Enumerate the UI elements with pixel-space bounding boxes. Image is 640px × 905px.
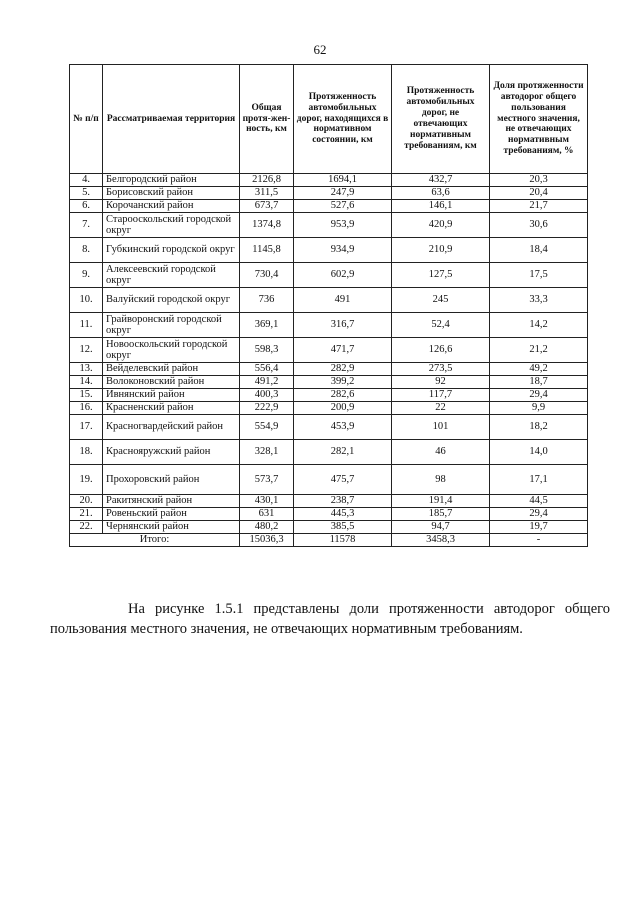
substandard-length: 126,6 (392, 338, 490, 363)
normal-length: 200,9 (294, 402, 392, 415)
total-length: 480,2 (240, 521, 294, 534)
normal-length: 247,9 (294, 187, 392, 200)
territory-name: Новооскольский городской округ (103, 338, 240, 363)
total-length: 730,4 (240, 263, 294, 288)
table-row (70, 263, 588, 288)
substandard-share-total: - (490, 534, 588, 547)
total-length: 598,3 (240, 338, 294, 363)
territory-name: Ивнянский район (103, 389, 240, 402)
row-number: 4. (70, 174, 103, 187)
territory-name: Прохоровский район (103, 465, 240, 495)
substandard-share: 21,2 (490, 338, 588, 363)
table-body (70, 174, 588, 534)
table-row (70, 213, 588, 238)
row-number: 6. (70, 200, 103, 213)
row-number: 18. (70, 440, 103, 465)
substandard-length: 210,9 (392, 238, 490, 263)
total-length: 573,7 (240, 465, 294, 495)
substandard-share: 14,0 (490, 440, 588, 465)
substandard-length: 92 (392, 376, 490, 389)
substandard-length: 101 (392, 415, 490, 440)
normal-length: 934,9 (294, 238, 392, 263)
total-length: 222,9 (240, 402, 294, 415)
header-substandard-share: Доля протяженности автодорог общего пользования местного значения, не отвечающих нормативным требованиям, % (490, 65, 588, 174)
table-row (70, 465, 588, 495)
substandard-length: 63,6 (392, 187, 490, 200)
normal-length: 527,6 (294, 200, 392, 213)
normal-length: 385,5 (294, 521, 392, 534)
row-number: 5. (70, 187, 103, 200)
territory-name: Красненский район (103, 402, 240, 415)
row-number: 8. (70, 238, 103, 263)
substandard-length: 185,7 (392, 508, 490, 521)
total-length: 430,1 (240, 495, 294, 508)
normal-length-sum: 11578 (294, 534, 392, 547)
total-length: 328,1 (240, 440, 294, 465)
substandard-share: 9,9 (490, 402, 588, 415)
normal-length: 316,7 (294, 313, 392, 338)
row-number: 7. (70, 213, 103, 238)
total-label: Итого: (70, 534, 240, 547)
table-row (70, 313, 588, 338)
normal-length: 453,9 (294, 415, 392, 440)
table-row (70, 376, 588, 389)
total-length: 369,1 (240, 313, 294, 338)
table-total-row (70, 534, 588, 547)
row-number: 16. (70, 402, 103, 415)
page-number: 62 (313, 42, 327, 57)
territory-name: Алексеевский городской округ (103, 263, 240, 288)
table-row (70, 238, 588, 263)
substandard-length: 98 (392, 465, 490, 495)
header-number: № п/п (70, 65, 103, 174)
row-number: 21. (70, 508, 103, 521)
territory-name: Ровеньский район (103, 508, 240, 521)
table-row (70, 521, 588, 534)
row-number: 15. (70, 389, 103, 402)
normal-length: 471,7 (294, 338, 392, 363)
substandard-share: 49,2 (490, 363, 588, 376)
normal-length: 282,9 (294, 363, 392, 376)
normal-length: 238,7 (294, 495, 392, 508)
substandard-share: 29,4 (490, 389, 588, 402)
territory-name: Валуйский городской округ (103, 288, 240, 313)
header-territory: Рассматриваемая территория (103, 65, 240, 174)
total-length: 400,3 (240, 389, 294, 402)
substandard-length: 52,4 (392, 313, 490, 338)
total-length: 491,2 (240, 376, 294, 389)
paragraph-line-1: На рисунке 1.5.1 представлены доли протяженности автодорог общего (128, 601, 610, 617)
normal-length: 602,9 (294, 263, 392, 288)
substandard-share: 18,2 (490, 415, 588, 440)
substandard-share: 19,7 (490, 521, 588, 534)
table-row (70, 495, 588, 508)
total-length: 736 (240, 288, 294, 313)
substandard-length: 22 (392, 402, 490, 415)
territory-name: Грайворонский городской округ (103, 313, 240, 338)
table-row (70, 402, 588, 415)
substandard-share: 17,5 (490, 263, 588, 288)
substandard-length: 420,9 (392, 213, 490, 238)
substandard-share: 14,2 (490, 313, 588, 338)
normal-length: 282,6 (294, 389, 392, 402)
substandard-length: 146,1 (392, 200, 490, 213)
territory-name: Волоконовский район (103, 376, 240, 389)
substandard-length: 432,7 (392, 174, 490, 187)
total-length: 554,9 (240, 415, 294, 440)
normal-length: 399,2 (294, 376, 392, 389)
row-number: 12. (70, 338, 103, 363)
territory-name: Краснояружский район (103, 440, 240, 465)
substandard-share: 33,3 (490, 288, 588, 313)
substandard-length: 127,5 (392, 263, 490, 288)
normal-length: 1694,1 (294, 174, 392, 187)
substandard-length-sum: 3458,3 (392, 534, 490, 547)
territory-name: Корочанский район (103, 200, 240, 213)
territory-name: Борисовский район (103, 187, 240, 200)
territory-name: Белгородский район (103, 174, 240, 187)
table-row (70, 288, 588, 313)
normal-length: 953,9 (294, 213, 392, 238)
road-length-table (69, 64, 588, 547)
total-length: 631 (240, 508, 294, 521)
normal-length: 475,7 (294, 465, 392, 495)
row-number: 9. (70, 263, 103, 288)
substandard-share: 21,7 (490, 200, 588, 213)
table-header-row (70, 65, 588, 174)
header-total-length: Общая протя-жен-ность, км (240, 65, 294, 174)
substandard-share: 29,4 (490, 508, 588, 521)
normal-length: 282,1 (294, 440, 392, 465)
row-number: 14. (70, 376, 103, 389)
substandard-share: 18,7 (490, 376, 588, 389)
substandard-length: 191,4 (392, 495, 490, 508)
table-row (70, 338, 588, 363)
substandard-length: 94,7 (392, 521, 490, 534)
row-number: 19. (70, 465, 103, 495)
territory-name: Ракитянский район (103, 495, 240, 508)
row-number: 11. (70, 313, 103, 338)
substandard-length: 117,7 (392, 389, 490, 402)
table-row (70, 389, 588, 402)
substandard-share: 20,3 (490, 174, 588, 187)
substandard-share: 17,1 (490, 465, 588, 495)
normal-length: 445,3 (294, 508, 392, 521)
substandard-share: 30,6 (490, 213, 588, 238)
total-length: 673,7 (240, 200, 294, 213)
territory-name: Красногвардейский район (103, 415, 240, 440)
total-length: 2126,8 (240, 174, 294, 187)
table-row (70, 187, 588, 200)
row-number: 17. (70, 415, 103, 440)
table-row (70, 174, 588, 187)
substandard-length: 273,5 (392, 363, 490, 376)
row-number: 10. (70, 288, 103, 313)
total-length: 556,4 (240, 363, 294, 376)
row-number: 13. (70, 363, 103, 376)
header-normal-length: Протяженность автомобильных дорог, находящихся в нормативном состоянии, км (294, 65, 392, 174)
total-length: 1374,8 (240, 213, 294, 238)
substandard-length: 245 (392, 288, 490, 313)
territory-name: Вейделевский район (103, 363, 240, 376)
table-row (70, 363, 588, 376)
territory-name: Чернянский район (103, 521, 240, 534)
substandard-share: 44,5 (490, 495, 588, 508)
row-number: 20. (70, 495, 103, 508)
total-length: 1145,8 (240, 238, 294, 263)
territory-name: Губкинский городской округ (103, 238, 240, 263)
table-row (70, 415, 588, 440)
normal-length: 491 (294, 288, 392, 313)
table-row (70, 200, 588, 213)
total-length: 311,5 (240, 187, 294, 200)
substandard-share: 18,4 (490, 238, 588, 263)
substandard-length: 46 (392, 440, 490, 465)
header-substandard-length: Протяженность автомобильных дорог, не отвечающих нормативным требованиям, км (392, 65, 490, 174)
territory-name: Старооскольский городской округ (103, 213, 240, 238)
total-length-sum: 15036,3 (240, 534, 294, 547)
substandard-share: 20,4 (490, 187, 588, 200)
paragraph-line-2: пользования местного значения, не отвечающих нормативным требованиям. (50, 621, 523, 637)
figure-reference-paragraph (50, 599, 610, 639)
table-row (70, 508, 588, 521)
row-number: 22. (70, 521, 103, 534)
table-row (70, 440, 588, 465)
